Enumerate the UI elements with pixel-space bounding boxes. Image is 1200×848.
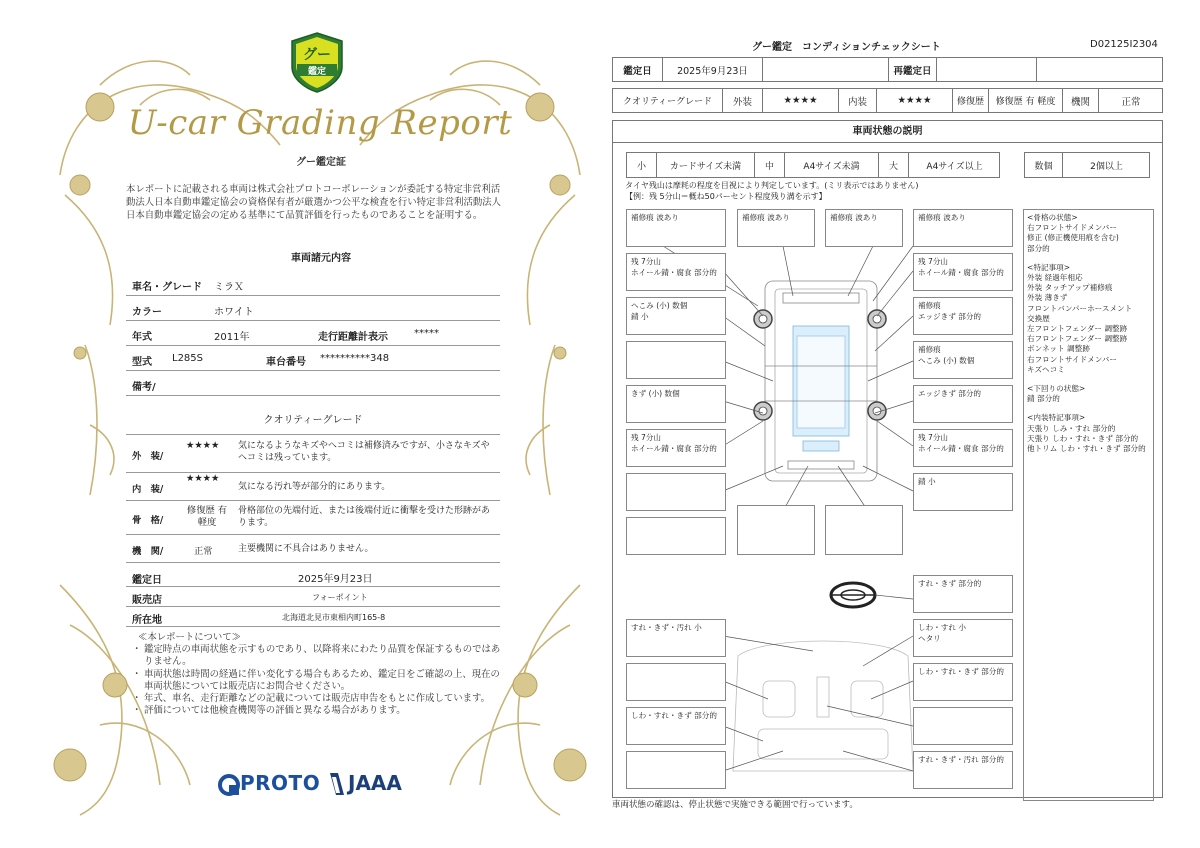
- tire-note-line: 【例：残 5分山＝概ね50パーセント程度残り溝を示す】: [625, 191, 827, 201]
- comment-line: 残 7分山: [631, 257, 662, 266]
- exterior-comment-box: [913, 253, 1013, 291]
- quality-label: 内 装/: [132, 484, 164, 495]
- proto-logo-icon: [218, 774, 240, 796]
- interior-comment-box: [626, 707, 726, 745]
- specs-heading: 車両諸元内容: [291, 253, 351, 264]
- repair-history-label: 修復歴: [953, 89, 989, 112]
- appraisal-date-row: [126, 565, 500, 587]
- note-item: ・ 評価については他検査機関等の評価と異なる場合があります。: [132, 705, 502, 717]
- special-notes-panel: [1023, 209, 1154, 801]
- grading-certificate: [40, 25, 600, 825]
- comment-line: 残 7分山: [918, 433, 949, 442]
- quality-label: 骨 格/: [132, 515, 164, 526]
- quality-row-engine: [126, 535, 500, 563]
- comment-line: しわ・すれ 小: [918, 623, 966, 632]
- spec-value: 2025年9月23日: [298, 574, 373, 585]
- interior-comment-box: [913, 619, 1013, 657]
- spec-label: 型式: [132, 357, 152, 368]
- note-line: 他トリム しわ・すれ・きず 部分的: [1027, 444, 1146, 454]
- date-blank: [763, 58, 889, 81]
- comment-line: しわ・すれ・きず 部分的: [918, 667, 1004, 676]
- repair-history-value: 修復歴 有 軽度: [989, 89, 1063, 112]
- sheet-title: グー鑑定 コンディションチェックシート: [752, 42, 941, 53]
- engine-label: 機関: [1063, 89, 1099, 112]
- engine-value: 正常: [1121, 96, 1141, 108]
- exterior-comment-box: [626, 385, 726, 423]
- note-line: 部分的: [1027, 243, 1050, 253]
- special-remarks-section: [1027, 263, 1150, 375]
- comment-line: しわ・すれ・きず 部分的: [631, 711, 717, 720]
- legend-count-desc: 2個以上: [1090, 161, 1123, 172]
- quality-description: 気になる汚れ等が部分的にあります。: [238, 482, 391, 492]
- section-heading: <内装特記事項>: [1027, 413, 1086, 423]
- interior-comment-box: [913, 575, 1013, 613]
- note-line: 錆 部分的: [1027, 394, 1060, 404]
- comment-line: 残 7分山: [631, 433, 662, 442]
- vehicle-state-panel: [612, 120, 1163, 798]
- note-line: 天張り しわ・すれ・きず 部分的: [1027, 433, 1139, 443]
- comment-line: 錆 小: [631, 311, 649, 321]
- vehicle-state-title: 車両状態の説明: [613, 121, 1162, 143]
- exterior-grade: ★★★★: [763, 89, 839, 112]
- comment-line: エッジきず 部分的: [918, 389, 982, 398]
- frame-state-section: [1027, 213, 1150, 254]
- section-heading: <特記事項>: [1027, 262, 1071, 272]
- spec-label: 販売店: [132, 595, 162, 606]
- interior-comment-box: [913, 663, 1013, 701]
- quality-grade-heading: クオリティーグレード: [126, 411, 500, 435]
- quality-row-interior: [126, 473, 500, 501]
- spec-label: 所在地: [132, 615, 162, 626]
- footer-note: 車両状態の確認は、停止状態で実施できる範囲で行っています。: [612, 800, 858, 810]
- comment-line: 補修痕: [918, 345, 941, 354]
- exterior-comment-box: [626, 341, 726, 379]
- exterior-comment-box: [913, 341, 1013, 379]
- address-row: [126, 607, 500, 627]
- tire-note-line: タイヤ残山は摩耗の程度を目視により判定しています。(ミリ表示ではありません): [625, 181, 919, 190]
- spec-value: *****: [414, 328, 439, 339]
- comment-line: きず (小) 数個: [631, 389, 680, 398]
- quality-grade: 修復歴 有 軽度: [186, 505, 228, 528]
- shop-row: [126, 587, 500, 607]
- note-line: 左フロントフェンダー 調整跡: [1027, 324, 1128, 334]
- note-line: 外装 薄きず: [1027, 293, 1068, 303]
- comment-line: ヘタリ: [918, 633, 941, 643]
- underbody-section: [1027, 384, 1150, 404]
- spec-value: 2011年: [214, 332, 250, 343]
- comment-line: へこみ (小) 数個: [631, 301, 688, 310]
- exterior-comment-box: [913, 209, 1013, 247]
- spec-value: 北海道北見市東相内町165-8: [282, 613, 386, 622]
- script-title: U-car Grading Report: [127, 103, 513, 143]
- note-line: 修正 (修正機使用痕を含む): [1027, 233, 1119, 243]
- quality-description: 骨格部位の先端付近、または後端付近に衝撃を受けた形跡があります。: [238, 506, 491, 528]
- document-id: D02125I2304: [1090, 39, 1158, 50]
- spec-label: 年式: [132, 332, 152, 343]
- note-line: ボンネット 調整跡: [1027, 344, 1090, 354]
- legend-large-desc: A4サイズ以上: [926, 161, 983, 172]
- spec-value: ミラＸ: [214, 282, 244, 293]
- comment-line: ホイール錆・腐食 部分的: [918, 267, 1004, 277]
- note-line: 天張り しみ・すれ 部分的: [1027, 423, 1116, 433]
- quality-grade-label: クオリティーグレード: [613, 89, 723, 112]
- spec-label: カラー: [132, 307, 162, 318]
- quality-description: 気になるようなキズやヘコミは補修済みですが、小さなキズやヘコミは残っています。: [238, 441, 490, 463]
- goo-appraisal-logo-icon: [288, 31, 346, 93]
- interior-comment-box: [626, 619, 726, 657]
- notes-title: ≪本レポートについて≫: [138, 632, 241, 643]
- spec-value: ホワイト: [214, 307, 254, 318]
- comment-line: すれ・きず 部分的: [918, 579, 982, 588]
- spec-value: **********348: [320, 353, 390, 364]
- section-heading: <下回りの状態>: [1027, 384, 1086, 394]
- exterior-comment-box: [913, 473, 1013, 511]
- exterior-comment-box: [626, 429, 726, 467]
- legend-small-desc: カードサイズ未満: [657, 153, 755, 177]
- certificate-heading: グー鑑定証: [296, 157, 346, 168]
- exterior-comment-box: [913, 385, 1013, 423]
- exterior-comment-box: [825, 209, 903, 247]
- spec-label: 走行距離計表示: [318, 332, 388, 343]
- interior-comment-box: [626, 663, 726, 701]
- note-item: ・ 車両状態は時間の経過に伴い変化する場合もあるため、鑑定日をご確認の上、現在の車両状態については販売店にお問合せください。: [132, 669, 502, 693]
- comment-line: 補修痕 波あり: [918, 213, 966, 222]
- quality-label: 外 装/: [132, 451, 164, 462]
- svg-text:鑑定: 鑑定: [307, 67, 327, 77]
- comment-line: へこみ (小) 数個: [918, 355, 975, 365]
- interior-label: 内装: [839, 89, 877, 112]
- proto-logo-text: PROTO: [240, 771, 321, 795]
- note-line: 外装 経過年相応: [1027, 273, 1083, 283]
- quality-row-exterior: [126, 435, 500, 473]
- note-line: フロントバンパーホースメント: [1027, 303, 1133, 313]
- exterior-comment-box: [626, 253, 726, 291]
- comment-line: ホイール錆・腐食 部分的: [631, 267, 717, 277]
- note-item: ・ 年式、車名、走行距離などの記載については販売店申告をもとに作成しています。: [132, 693, 502, 705]
- date-row: [612, 57, 1163, 82]
- legend-small: 小: [627, 153, 657, 177]
- quality-description: 主要機関に不具合はありません。: [238, 544, 374, 554]
- interior-comment-box: [913, 707, 1013, 745]
- jaaa-logo-icon: [328, 771, 346, 797]
- condition-check-sheet: [612, 0, 1164, 848]
- exterior-comment-box: [626, 297, 726, 335]
- interior-remarks-section: [1027, 413, 1150, 454]
- interior-grade: ★★★★: [877, 89, 953, 112]
- note-line: 右フロントフェンダー 調整跡: [1027, 334, 1128, 344]
- spec-row-year: [126, 322, 500, 346]
- jaaa-logo-text: JAAA: [348, 771, 402, 795]
- legend-mid: 中: [755, 153, 785, 177]
- spec-row-remarks: [126, 372, 500, 396]
- comment-line: 残 7分山: [918, 257, 949, 266]
- exterior-comment-box: [737, 505, 815, 555]
- comment-line: 錆 小: [918, 477, 936, 486]
- note-line: 右フロントサイドメンバー: [1027, 354, 1117, 364]
- comment-line: 補修痕 波あり: [742, 213, 790, 222]
- note-line: 右フロントサイドメンバー: [1027, 223, 1117, 233]
- note-line: 外装 タッチアップ補修痕: [1027, 283, 1113, 293]
- exterior-label: 外装: [723, 89, 763, 112]
- legend-count: 数個: [1025, 153, 1063, 177]
- date-value: 2025年9月23日: [663, 58, 763, 81]
- quality-grade: ★★★★: [186, 440, 220, 451]
- comment-line: 補修痕: [918, 301, 941, 310]
- interior-comment-box: [913, 751, 1013, 789]
- date-label: 鑑定日: [613, 58, 663, 81]
- spec-label: 備考/: [132, 382, 156, 393]
- quality-row-frame: [126, 501, 500, 535]
- reinspect-label: 再鑑定日: [889, 58, 937, 81]
- certificate-intro-text: 本レポートに記載される車両は株式会社プロトコーポレーションが委託する特定非営利活動法人日本自動車鑑定協会の資格保有者が厳選かつ公平な検査を行い特定非営利活動法人日本自動車鑑定協会の定める基準にて品質評価を行ったものであることを証明する。: [126, 184, 502, 221]
- spec-row-name: [126, 272, 500, 296]
- comment-line: すれ・きず・汚れ 部分的: [918, 755, 1004, 764]
- exterior-comment-box: [913, 297, 1013, 335]
- comment-line: 補修痕 波あり: [830, 213, 878, 222]
- exterior-comment-box: [626, 473, 726, 511]
- comment-line: ホイール錆・腐食 部分的: [918, 443, 1004, 453]
- legend-mid-desc: A4サイズ未満: [785, 153, 879, 177]
- spec-row-color: [126, 297, 500, 321]
- spec-label: 鑑定日: [132, 575, 162, 586]
- exterior-comment-box: [737, 209, 815, 247]
- exterior-comment-box: [626, 209, 726, 247]
- spec-label: 車名・グレード: [132, 282, 202, 293]
- comment-line: すれ・きず・汚れ 小: [631, 623, 702, 632]
- spec-row-model: [126, 347, 500, 371]
- note-item: ・ 鑑定時点の車両状態を示すものであり、以降将来にわたり品質を保証するものではありません。: [132, 644, 502, 668]
- quality-grade: 正常: [194, 546, 213, 557]
- section-heading: <骨格の状態>: [1027, 213, 1078, 222]
- quality-grade: ★★★★: [186, 473, 220, 484]
- comment-line: 補修痕 波あり: [631, 213, 679, 222]
- spec-value: フォーポイント: [312, 593, 368, 602]
- report-notes: [132, 632, 502, 717]
- exterior-comment-box: [825, 505, 903, 555]
- reinspect-value: [937, 58, 1037, 81]
- quality-label: 機 関/: [132, 546, 164, 557]
- spec-label: 車台番号: [266, 357, 306, 368]
- comment-line: エッジきず 部分的: [918, 311, 982, 321]
- spec-value: L285S: [172, 353, 204, 364]
- interior-comment-box: [626, 751, 726, 789]
- note-line: 交換歴: [1027, 313, 1050, 323]
- svg-text:グー: グー: [303, 47, 331, 63]
- comment-line: ホイール錆・腐食 部分的: [631, 443, 717, 453]
- legend-large: 大: [879, 153, 909, 177]
- grade-summary-row: [612, 88, 1163, 113]
- note-line: キズヘコミ: [1027, 364, 1065, 374]
- exterior-comment-box: [913, 429, 1013, 467]
- exterior-comment-box: [626, 517, 726, 555]
